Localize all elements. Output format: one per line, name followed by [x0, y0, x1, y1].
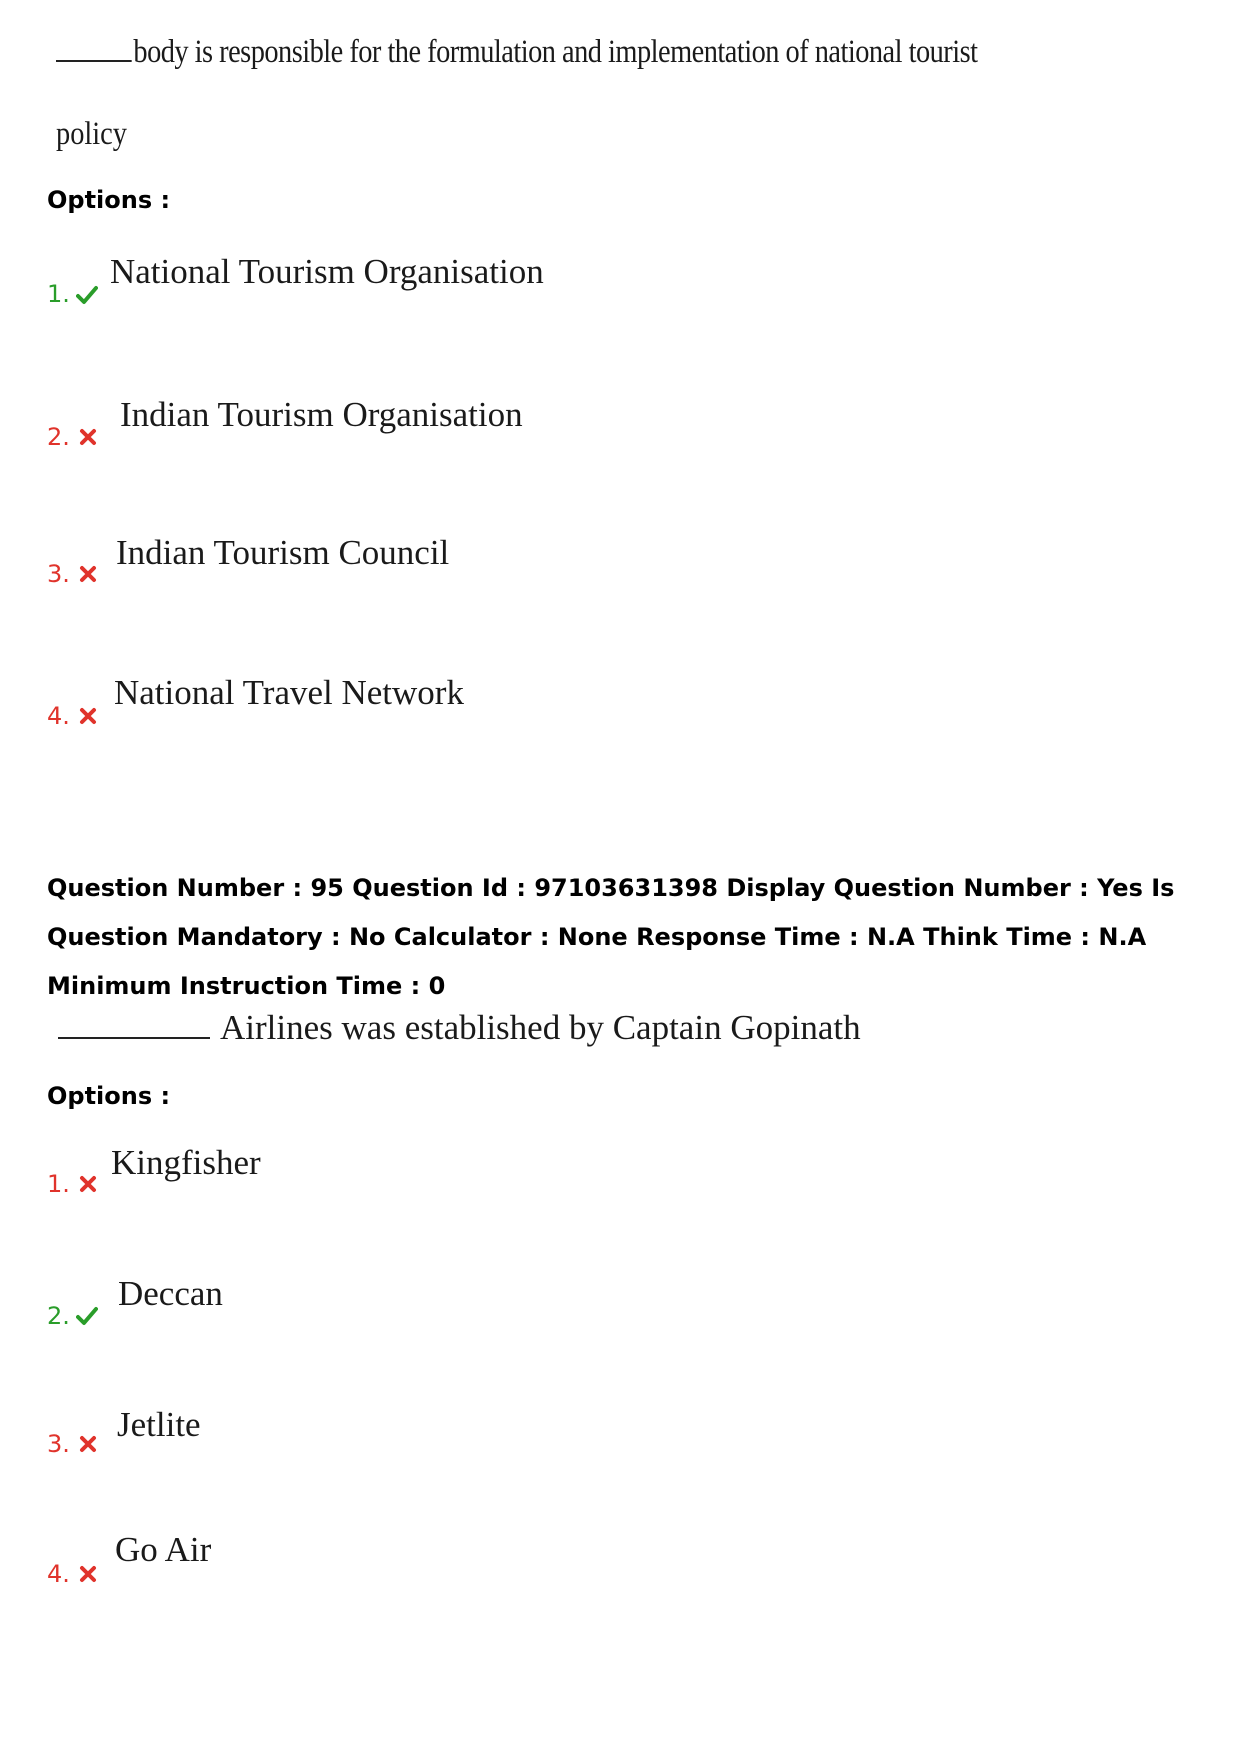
- question-1-stem-text: body is responsible for the formulation and implementation of national tourist: [133, 34, 978, 70]
- option-number: 1.: [47, 1170, 70, 1198]
- answer-blank: [58, 1035, 210, 1039]
- check-icon: [76, 284, 98, 306]
- cross-icon: [77, 426, 99, 448]
- question-2-options-label: Options :: [47, 1082, 171, 1110]
- option-number: 1.: [47, 280, 70, 308]
- cross-icon: [77, 1563, 99, 1585]
- question-1-stem-line-2: policy: [56, 116, 127, 152]
- option-text: Jetlite: [117, 1405, 201, 1444]
- option-text: Go Air: [115, 1530, 212, 1569]
- option-number: 3.: [47, 1430, 70, 1458]
- option-text: National Tourism Organisation: [110, 252, 544, 291]
- check-icon: [76, 1305, 98, 1327]
- option-number: 4.: [47, 702, 70, 730]
- cross-icon: [77, 1433, 99, 1455]
- option-number: 3.: [47, 560, 70, 588]
- option-text: Kingfisher: [111, 1143, 261, 1182]
- option-number: 2.: [47, 423, 70, 451]
- cross-icon: [77, 563, 99, 585]
- option-text: Indian Tourism Organisation: [120, 395, 523, 434]
- cross-icon: [77, 1173, 99, 1195]
- cross-icon: [77, 705, 99, 727]
- answer-blank: [56, 58, 132, 62]
- question-1-options-label: Options :: [47, 186, 171, 214]
- question-1-stem-line-1: [56, 34, 978, 71]
- question-2-stem-text: Airlines was established by Captain Gopinath: [220, 1008, 861, 1047]
- option-text: Indian Tourism Council: [116, 533, 450, 572]
- option-text: Deccan: [118, 1274, 223, 1313]
- question-2-stem: [58, 1008, 861, 1048]
- question-2-metadata: Question Number : 95 Question Id : 97103631398 Display Question Number : Yes Is Question Mandatory : No Calculator : None Response Time : N.A Think Time : N.A Minimum Instruction Time : 0: [47, 874, 1175, 1000]
- option-number: 4.: [47, 1560, 70, 1588]
- option-text: National Travel Network: [114, 673, 464, 712]
- option-number: 2.: [47, 1302, 70, 1330]
